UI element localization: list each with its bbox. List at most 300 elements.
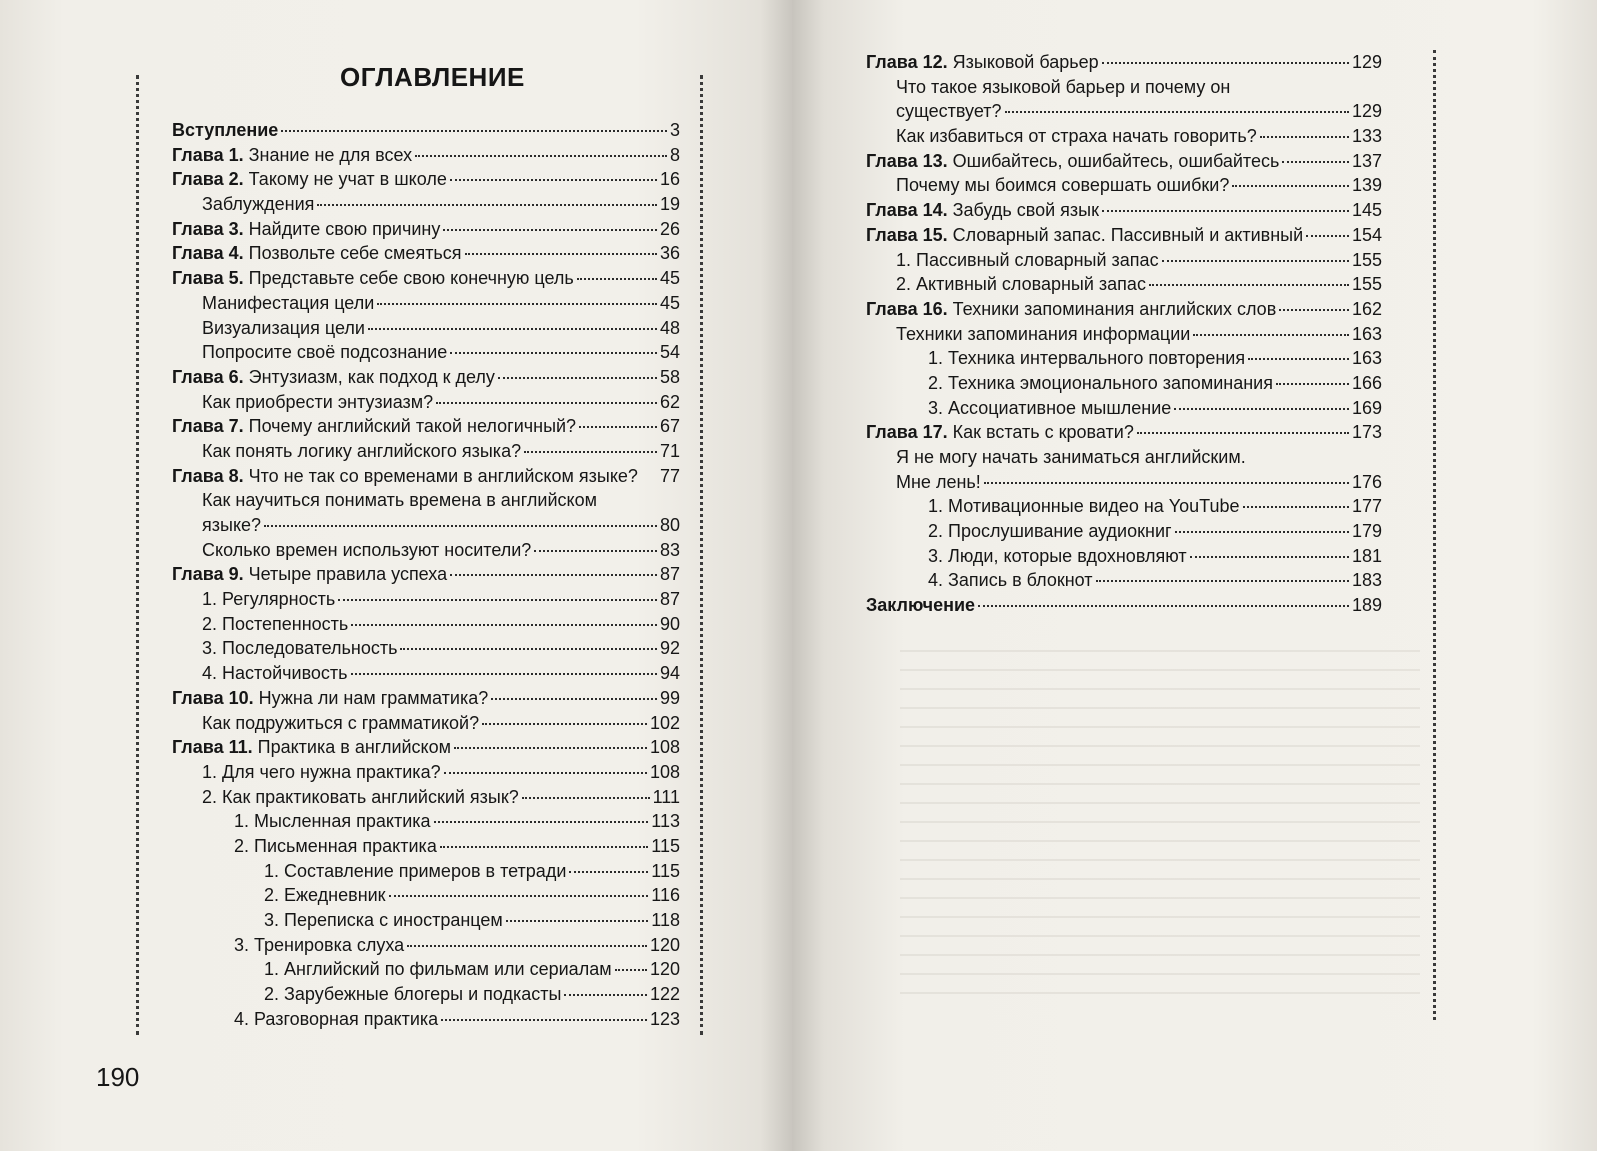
toc-entry	[866, 223, 1382, 248]
toc-title: ОГЛАВЛЕНИЕ	[340, 62, 525, 92]
toc-entry-text: Как избавиться от страха начать говорить?	[896, 126, 1257, 147]
toc-page-number: 183	[1351, 570, 1382, 591]
toc-entry	[172, 883, 680, 908]
toc-entry-title	[202, 760, 441, 785]
toc-page-number: 16	[659, 169, 680, 190]
toc-page-number: 62	[659, 391, 680, 412]
toc-entry	[866, 470, 1382, 495]
toc-entry-title	[202, 390, 433, 415]
toc-entry-text: языке?	[202, 515, 262, 535]
toc-leader-dots	[434, 815, 649, 823]
toc-entry	[172, 859, 680, 884]
toc-entry	[172, 464, 680, 489]
toc-entry-text: 1. Пассивный словарный запас	[896, 249, 1159, 270]
toc-entry-title	[896, 470, 981, 495]
toc-page-number: 163	[1351, 323, 1382, 344]
toc-entry-text: 2. Активный словарный запас	[896, 274, 1146, 295]
toc-leader-dots	[1279, 303, 1349, 311]
toc-entry	[172, 686, 680, 711]
toc-entry	[866, 346, 1382, 371]
toc-entry-title	[896, 124, 1257, 149]
toc-entry	[866, 173, 1382, 198]
toc-entry-title	[172, 118, 278, 143]
toc-leader-dots	[1282, 155, 1349, 163]
toc-chapter-label: Глава 5.	[172, 268, 244, 289]
toc-entry	[866, 50, 1382, 75]
toc-leader-dots	[1005, 105, 1349, 113]
toc-entry	[866, 371, 1382, 396]
toc-page-number: 58	[659, 366, 680, 387]
toc-leader-dots	[368, 322, 657, 330]
toc-leader-dots	[482, 717, 647, 725]
toc-page-number: 176	[1351, 471, 1382, 492]
toc-entry	[172, 118, 680, 143]
right-dotted-rule	[1433, 50, 1436, 1020]
toc-chapter-label: Глава 13.	[866, 150, 948, 171]
toc-entry	[172, 439, 680, 464]
toc-chapter-label: Глава 7.	[172, 416, 244, 437]
toc-leader-dots	[400, 642, 656, 650]
toc-entry-title	[264, 859, 566, 884]
toc-entry-text: 3. Тренировка слуха	[234, 934, 405, 955]
toc-leader-dots	[1306, 229, 1349, 237]
toc-entry	[866, 272, 1382, 297]
toc-entry	[866, 445, 1382, 470]
toc-entry-title	[264, 982, 561, 1007]
toc-leader-dots	[443, 223, 657, 231]
toc-page-number: 129	[1351, 101, 1382, 122]
toc-page-number: 99	[659, 687, 680, 708]
toc-page-number: 123	[649, 1008, 680, 1029]
toc-page-number: 163	[1351, 348, 1382, 369]
toc-entry	[172, 266, 680, 291]
toc-leader-dots	[577, 272, 657, 280]
toc-leader-dots	[506, 914, 649, 922]
toc-page-number: 116	[651, 885, 680, 906]
toc-entry	[172, 538, 680, 563]
toc-entry-text: Почему мы боимся совершать ошибки?	[896, 175, 1230, 196]
toc-entry-title	[866, 420, 1134, 445]
toc-entry-text: Как научиться понимать времена в английском	[202, 490, 597, 511]
toc-entry-title	[202, 636, 397, 661]
toc-chapter-label: Глава 4.	[172, 243, 244, 264]
toc-chapter-label: Глава 1.	[172, 144, 244, 165]
center-dotted-rule	[700, 75, 703, 1035]
toc-entry-text: Техники запоминания информации	[896, 323, 1191, 344]
toc-entry-text: Сколько времен используют носители?	[202, 539, 532, 560]
toc-entry-title	[264, 883, 386, 908]
toc-leader-dots	[351, 618, 657, 626]
toc-entry-title	[202, 316, 365, 341]
toc-entry-text: 2. Ежедневник	[264, 885, 386, 906]
toc-entry-title	[866, 223, 1303, 248]
toc-entry	[866, 568, 1382, 593]
toc-entry-title	[202, 513, 261, 538]
toc-entry-title	[202, 340, 447, 365]
toc-chapter-label: Глава 8.	[172, 465, 244, 486]
toc-leader-dots	[317, 198, 657, 206]
toc-entry-text: существует?	[896, 101, 1002, 122]
toc-entry-text: 1. Для чего нужна практика?	[202, 761, 441, 782]
toc-page-number: 45	[659, 268, 680, 289]
toc-entry-text: Почему английский такой нелогичный?	[248, 416, 577, 437]
toc-entry-text: Представьте себе свою конечную цель	[248, 268, 574, 289]
toc-entry-title	[896, 173, 1229, 198]
toc-entry-text: Техники запоминания английских слов	[952, 298, 1277, 319]
toc-leader-dots	[1260, 130, 1349, 138]
toc-entry-title	[264, 908, 503, 933]
toc-entry-text: Забудь свой язык	[952, 200, 1099, 221]
toc-leader-dots	[1276, 377, 1349, 385]
toc-leader-dots	[1137, 426, 1349, 434]
toc-entry-title	[202, 439, 521, 464]
toc-leader-dots	[436, 396, 657, 404]
toc-leader-dots	[407, 939, 647, 947]
toc-leader-dots	[450, 568, 657, 576]
toc-leader-dots	[281, 124, 667, 132]
toc-entry-title	[928, 568, 1093, 593]
toc-leader-dots	[389, 889, 649, 897]
toc-page-number: 115	[651, 860, 680, 881]
toc-entry-text: 1. Мысленная практика	[234, 811, 431, 832]
toc-entry-text: 2. Техника эмоционального запоминания	[928, 372, 1273, 393]
toc-page-number: 137	[1351, 150, 1382, 171]
toc-entry-title	[202, 488, 597, 513]
toc-entry	[172, 933, 680, 958]
toc-entry	[172, 291, 680, 316]
toc-page-number: 54	[659, 342, 680, 363]
toc-page-number: 94	[659, 663, 680, 684]
toc-entry-title	[172, 414, 576, 439]
toc-chapter-label: Глава 15.	[866, 224, 948, 245]
toc-entry-title	[866, 198, 1099, 223]
toc-entry	[866, 149, 1382, 174]
toc-entry-title	[866, 297, 1276, 322]
toc-page-number: 162	[1351, 298, 1382, 319]
toc-page-number: 139	[1351, 175, 1382, 196]
toc-page-number: 83	[659, 539, 680, 560]
toc-entry-title	[928, 494, 1240, 519]
toc-entry	[172, 513, 680, 538]
toc-leader-dots	[441, 1013, 647, 1021]
left-dotted-rule	[136, 75, 139, 1035]
toc-entry	[172, 340, 680, 365]
toc-entry	[172, 636, 680, 661]
toc-page-number: 120	[649, 934, 680, 955]
toc-entry	[172, 365, 680, 390]
toc-page-number: 173	[1351, 422, 1382, 443]
toc-leader-dots	[1193, 328, 1349, 336]
toc-entry	[172, 661, 680, 686]
toc-entry-text: Позвольте себе смеяться	[248, 243, 462, 264]
toc-page-number: 129	[1351, 52, 1382, 72]
toc-entry-text: Ошибайтесь, ошибайтесь, ошибайтесь	[952, 150, 1280, 171]
toc-leader-dots	[377, 297, 657, 305]
toc-entry	[866, 297, 1382, 322]
toc-entry	[172, 390, 680, 415]
toc-entry	[866, 420, 1382, 445]
toc-page-number: 36	[659, 243, 680, 264]
toc-page-number: 133	[1351, 126, 1382, 147]
toc-entry-text: 1. Английский по фильмам или сериалам	[264, 959, 612, 980]
toc-entry	[172, 167, 680, 192]
toc-leader-dots	[1190, 550, 1349, 558]
toc-page-number: 111	[652, 786, 680, 807]
toc-entry	[866, 198, 1382, 223]
toc-entry-text: 2. Постепенность	[202, 613, 349, 634]
toc-entry-text: Практика в английском	[257, 737, 452, 758]
toc-page-number: 92	[659, 638, 680, 659]
toc-entry-text: Найдите свою причину	[248, 218, 441, 239]
toc-entry-text: Энтузиазм, как подход к делу	[248, 366, 495, 387]
toc-entry-title	[866, 593, 975, 618]
toc-entry-title	[202, 538, 531, 563]
toc-entry-title	[172, 464, 638, 489]
toc-entry-title	[234, 834, 437, 859]
toc-chapter-label: Глава 3.	[172, 218, 244, 239]
toc-entry	[172, 735, 680, 760]
toc-chapter-label: Глава 16.	[866, 298, 948, 319]
toc-entry	[172, 982, 680, 1007]
toc-leader-dots	[524, 445, 657, 453]
toc-entry-text: Заблуждения	[202, 194, 315, 215]
toc-chapter-label: Глава 12.	[866, 52, 948, 72]
toc-page-number: 181	[1351, 545, 1382, 566]
toc-entry	[866, 248, 1382, 273]
toc-entry-title	[896, 322, 1190, 347]
toc-entry-text: Что не так со временами в английском языке?	[248, 465, 638, 486]
toc-page-number: 122	[649, 984, 680, 1005]
toc-page-number: 118	[651, 910, 680, 930]
toc-chapter-label: Глава 14.	[866, 200, 948, 221]
toc-entry-title	[172, 143, 412, 168]
toc-leader-dots	[534, 544, 657, 552]
toc-entry-title	[896, 248, 1159, 273]
toc-entry-text: 1. Техника интервального повторения	[928, 348, 1246, 369]
toc-page-number: 179	[1351, 521, 1382, 542]
bleed-through-imprint	[900, 640, 1420, 1000]
toc-page-number: 108	[649, 761, 680, 782]
toc-entry-text: 3. Люди, которые вдохновляют	[928, 545, 1187, 566]
toc-chapter-label: Глава 9.	[172, 564, 244, 585]
toc-leader-dots	[338, 593, 657, 601]
toc-page-number: 3	[669, 120, 680, 140]
toc-entry-title	[896, 99, 1002, 124]
toc-entry-title	[896, 272, 1146, 297]
toc-leader-dots	[564, 988, 646, 996]
toc-entry-title	[172, 217, 440, 242]
toc-page-number: 87	[659, 589, 680, 610]
toc-leader-dots	[264, 519, 657, 527]
toc-entry-title	[202, 587, 335, 612]
toc-entry-text: 2. Зарубежные блогеры и подкасты	[264, 984, 562, 1005]
toc-entry-text: Такому не учат в школе	[248, 169, 447, 190]
toc-entry-title	[866, 149, 1279, 174]
toc-entry-text: Четыре правила успеха	[248, 564, 448, 585]
toc-entry-title	[172, 686, 488, 711]
toc-leader-dots	[351, 667, 657, 675]
toc-leader-dots	[615, 963, 647, 971]
toc-entry	[172, 785, 680, 810]
toc-entry	[172, 192, 680, 217]
toc-leader-dots	[1232, 179, 1349, 187]
toc-entry-title	[202, 612, 348, 637]
toc-entry-text: 3. Ассоциативное мышление	[928, 397, 1172, 418]
toc-leader-dots	[1243, 500, 1349, 508]
toc-right-column	[866, 50, 1382, 618]
toc-entry	[172, 612, 680, 637]
toc-entry	[172, 1007, 680, 1032]
toc-entry	[172, 143, 680, 168]
toc-entry-text: 1. Регулярность	[202, 589, 336, 610]
toc-page-number: 8	[669, 144, 680, 165]
toc-page-number: 154	[1351, 224, 1382, 245]
toc-entry-title	[928, 544, 1187, 569]
toc-entry-title	[234, 1007, 438, 1032]
toc-page-number: 115	[651, 835, 680, 856]
toc-entry-text: Я не могу начать заниматься английским.	[896, 447, 1246, 467]
toc-entry-title	[202, 192, 314, 217]
toc-leader-dots	[522, 791, 650, 799]
toc-entry	[866, 519, 1382, 544]
toc-entry	[172, 414, 680, 439]
bleed-through-text	[100, 60, 160, 1050]
toc-entry	[172, 957, 680, 982]
toc-entry-title	[866, 50, 1099, 75]
toc-entry	[866, 322, 1382, 347]
toc-entry-title	[928, 396, 1171, 421]
toc-entry	[866, 593, 1382, 618]
toc-page-number: 189	[1351, 595, 1382, 616]
toc-page-number: 155	[1351, 249, 1382, 270]
toc-leader-dots	[444, 766, 647, 774]
toc-entry-text: Как приобрести энтузиазм?	[202, 391, 434, 412]
toc-leader-dots	[1175, 525, 1349, 533]
toc-entry	[866, 124, 1382, 149]
toc-entry-title	[234, 933, 404, 958]
toc-entry-text: 4. Разговорная практика	[234, 1008, 439, 1029]
toc-entry-title	[172, 365, 495, 390]
toc-chapter-label: Глава 6.	[172, 366, 244, 387]
toc-leader-dots	[978, 599, 1349, 607]
toc-entry	[866, 75, 1382, 100]
toc-entry-text: 1. Мотивационные видео на YouTube	[928, 496, 1240, 517]
toc-entry-text: Как понять логику английского языка?	[202, 440, 522, 461]
toc-entry	[866, 494, 1382, 519]
toc-entry-title	[202, 711, 479, 736]
toc-entry	[172, 217, 680, 242]
toc-page-number: 102	[649, 712, 680, 733]
toc-page-number: 19	[659, 194, 680, 215]
toc-chapter-label: Глава 2.	[172, 169, 244, 190]
toc-entry-text: Мне лень!	[896, 471, 981, 492]
toc-page-number: 113	[651, 811, 680, 832]
toc-chapter-label: Глава 17.	[866, 422, 948, 443]
toc-leader-dots	[1174, 402, 1349, 410]
toc-leader-dots	[1102, 204, 1349, 212]
toc-leader-dots	[498, 371, 657, 379]
toc-page-number: 120	[649, 959, 680, 980]
toc-entry-text: Как подружиться с грамматикой?	[202, 712, 480, 733]
toc-page-number: 80	[659, 515, 680, 535]
toc-entry-title	[202, 785, 519, 810]
toc-page-number: 77	[659, 465, 680, 486]
toc-entry-title	[928, 519, 1172, 544]
page-number: 190	[96, 1062, 140, 1092]
toc-chapter-label: Заключение	[866, 595, 976, 616]
toc-entry	[172, 809, 680, 834]
toc-entry-title	[172, 735, 451, 760]
toc-leader-dots	[415, 149, 667, 157]
toc-entry-text: 1. Составление примеров в тетради	[264, 860, 567, 881]
toc-entry-text: Что такое языковой барьер и почему он	[896, 76, 1231, 97]
toc-entry-text: 2. Как практиковать английский язык?	[202, 786, 519, 807]
toc-entry-text: 4. Настойчивость	[202, 663, 348, 684]
toc-entry	[172, 587, 680, 612]
toc-entry	[866, 544, 1382, 569]
toc-entry-title	[172, 241, 462, 266]
toc-leader-dots	[1149, 278, 1349, 286]
toc-entry-text: Знание не для всех	[248, 144, 413, 165]
toc-entry-text: 4. Запись в блокнот	[928, 570, 1093, 591]
toc-entry-title	[202, 661, 348, 686]
toc-page-number: 26	[659, 218, 680, 239]
toc-entry	[172, 834, 680, 859]
toc-leader-dots	[465, 247, 657, 255]
toc-page-number: 155	[1351, 274, 1382, 295]
toc-leader-dots	[450, 346, 657, 354]
toc-entry-text: 2. Прослушивание аудиокниг	[928, 521, 1172, 542]
toc-entry-text: Манифестация цели	[202, 292, 375, 313]
toc-entry	[172, 241, 680, 266]
toc-leader-dots	[569, 865, 648, 873]
toc-chapter-label: Глава 10.	[172, 687, 254, 708]
toc-entry-title	[172, 266, 574, 291]
toc-entry	[172, 316, 680, 341]
toc-entry	[172, 760, 680, 785]
toc-leader-dots	[440, 840, 648, 848]
toc-entry-title	[234, 809, 431, 834]
left-page	[0, 0, 792, 1151]
toc-leader-dots	[1162, 254, 1349, 262]
toc-leader-dots	[984, 476, 1349, 484]
toc-page-number: 177	[1351, 496, 1382, 517]
toc-page-number: 90	[659, 613, 680, 634]
toc-leader-dots	[579, 420, 657, 428]
toc-leader-dots	[1096, 574, 1349, 582]
toc-leader-dots	[1102, 56, 1349, 64]
toc-entry-text: Словарный запас. Пассивный и активный	[952, 224, 1304, 245]
toc-entry-text: Языковой барьер	[952, 52, 1099, 72]
toc-entry-title	[896, 75, 1230, 100]
toc-entry-text: Нужна ли нам грамматика?	[258, 687, 489, 708]
toc-entry-title	[172, 562, 447, 587]
toc-entry	[172, 711, 680, 736]
toc-entry-title	[928, 346, 1245, 371]
toc-page-number: 48	[659, 317, 680, 338]
toc-entry-text: Попросите своё подсознание	[202, 342, 448, 363]
toc-entry-title	[202, 291, 374, 316]
toc-leader-dots	[1248, 352, 1349, 360]
toc-chapter-label: Вступление	[172, 120, 279, 140]
toc-entry-title	[896, 445, 1246, 470]
toc-page-number: 71	[659, 440, 680, 461]
toc-entry	[172, 488, 680, 513]
toc-page-number: 145	[1351, 200, 1382, 221]
toc-entry-text: 2. Письменная практика	[234, 835, 437, 856]
toc-leader-dots	[491, 692, 657, 700]
toc-entry	[866, 396, 1382, 421]
